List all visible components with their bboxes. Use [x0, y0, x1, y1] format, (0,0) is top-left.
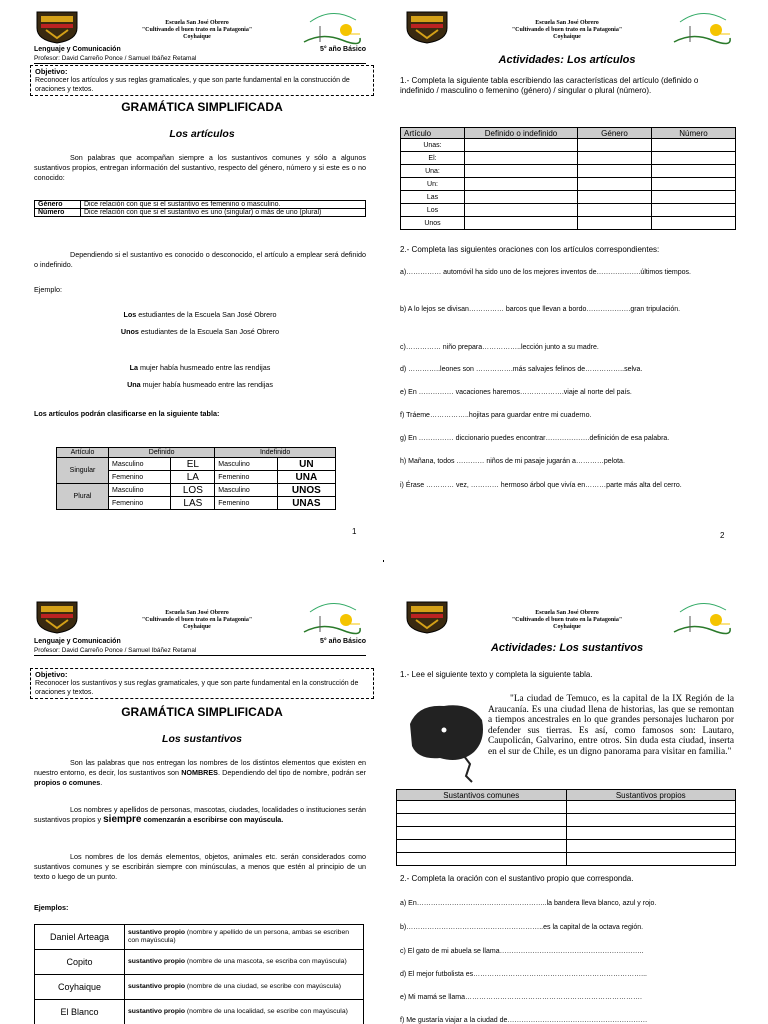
row-label: Las — [401, 191, 465, 204]
answer-cell[interactable] — [397, 827, 567, 840]
example-word: Copito — [35, 950, 125, 975]
objective-box — [30, 65, 374, 96]
header-genero: Género — [578, 128, 652, 139]
article-bold: Una — [127, 380, 141, 389]
answer-cell[interactable] — [465, 178, 578, 191]
activity-title: Actividades: Los sustantivos — [490, 642, 644, 654]
example-desc — [125, 975, 364, 1000]
subject: Lenguaje y Comunicación — [34, 638, 121, 645]
sustantivos-table — [396, 789, 736, 866]
example-unos — [34, 326, 366, 337]
example-word: El Blanco — [35, 1000, 125, 1024]
table-row — [401, 152, 736, 165]
objective-box — [30, 668, 374, 699]
answer-cell[interactable] — [566, 853, 736, 866]
emphasis: propios o comunes — [34, 778, 101, 787]
activity-title: Actividades: Los artículos — [498, 54, 636, 66]
paragraph-comunes: Los nombres de los demás elementos, objetos, animales etc. serán considerados como sustantivos comunes y se escribirán siempre con minúsculas, a menos que estén al principio de un texto o luego de un punto. — [34, 852, 366, 881]
cell-el: EL — [171, 458, 215, 471]
text: . — [100, 778, 103, 787]
answer-cell[interactable] — [465, 152, 578, 165]
example-word: Coyhaique — [35, 975, 125, 1000]
table-row — [401, 191, 736, 204]
subject: Lenguaje y Comunicación — [34, 46, 121, 53]
desc-numero: Dice relación con que si el sustantivo es uno (singular) o más de uno (plural) — [81, 209, 366, 217]
emphasis: NOMBRES — [181, 768, 218, 777]
sentence-e: e) Mi mamá se llama…………………………………………………………………. — [400, 994, 642, 1001]
page-articulos-teoria — [0, 0, 384, 560]
school-header — [30, 10, 364, 46]
page-sustantivos-teoria — [0, 590, 384, 1024]
row-label: Unas: — [401, 139, 465, 152]
cell-unos: UNOS — [277, 484, 335, 497]
definition-table — [34, 200, 366, 217]
cell-fem: Femenino — [215, 471, 277, 484]
sentence-d: d) El mejor futbolista es………………………………………………………………... — [400, 971, 647, 978]
row-label: El: — [401, 152, 465, 165]
table-row — [401, 165, 736, 178]
note: (nombre de una localidad, se escribe con mayúscula) — [185, 1008, 348, 1015]
table-row — [397, 840, 736, 853]
kind: sustantivo propio — [128, 983, 186, 990]
sun-landscape-icon — [302, 598, 362, 640]
row-label: Un: — [401, 178, 465, 191]
text: Los nombres y apellidos de personas, mascotas, ciudades, localidades o instituciones serán sustantivos propios y — [34, 805, 366, 824]
example-text: mujer había husmeado entre las rendijas — [138, 363, 271, 372]
school-name: Escuela San José Obrero — [535, 610, 599, 616]
answer-cell[interactable] — [652, 217, 736, 230]
header-definido: Definido — [109, 448, 215, 458]
answer-cell[interactable] — [652, 191, 736, 204]
subject-line — [34, 638, 366, 645]
header-definido: Definido o indefinido — [465, 128, 578, 139]
header-propios: Sustantivos propios — [566, 790, 736, 801]
row-plural: Plural — [57, 484, 109, 510]
header-comunes: Sustantivos comunes — [397, 790, 567, 801]
example-label: Ejemplo: — [34, 285, 62, 294]
page-articulos-actividades — [384, 0, 768, 560]
example-los — [34, 309, 366, 320]
kind: sustantivo propio — [128, 958, 186, 965]
page-subtitle: Los sustantivos — [162, 733, 242, 745]
school-city: Coyhaique — [183, 34, 211, 40]
sentence-b: b) A lo lejos se divisan…………… barcos que llevan a bordo……………….gran tripulación. — [400, 306, 681, 313]
table-row — [35, 209, 366, 217]
paragraph-nombres — [34, 758, 366, 788]
table-row — [35, 925, 364, 950]
answer-cell[interactable] — [578, 139, 652, 152]
sentence-d: d) …………..leones son …………….más salvajes felinos de……………..selva. — [400, 366, 643, 373]
answer-cell[interactable] — [397, 814, 567, 827]
school-motto: "Cultivando el buen trato en la Patagonia" — [141, 27, 253, 33]
answer-cell[interactable] — [566, 827, 736, 840]
example-text: estudiantes de la Escuela San José Obrero — [136, 310, 277, 319]
examples-label: Ejemplos: — [34, 903, 69, 912]
answer-cell[interactable] — [465, 217, 578, 230]
sun-landscape-icon — [672, 8, 732, 50]
answer-cell[interactable] — [465, 204, 578, 217]
region-map-icon — [404, 694, 488, 784]
school-motto: "Cultivando el buen trato en la Patagonia" — [141, 617, 253, 623]
grade: 5° año Básico — [320, 46, 366, 53]
answer-cell[interactable] — [578, 152, 652, 165]
sun-landscape-icon — [672, 598, 732, 640]
objective-text: Reconocer los artículos y sus reglas gramaticales, y que son parte fundamental en la construcción de oraciones y textos. — [35, 77, 350, 93]
question-2: 2.- Completa la oración con el sustantivo propio que corresponda. — [400, 874, 634, 883]
cell-un: UN — [277, 458, 335, 471]
question-1: 1.- Completa la siguiente tabla escribiendo las características del artículo (definido o indefinido / masculino o femenino (género) / singular o plural (número). — [400, 76, 699, 95]
article-bold: Unos — [120, 327, 139, 336]
row-label: Una: — [401, 165, 465, 178]
sentence-f: f) Tráeme……………..hojitas para guardar entre mi cuaderno. — [400, 412, 592, 419]
table-row — [397, 790, 736, 801]
header-numero: Número — [652, 128, 736, 139]
cell-fem: Femenino — [215, 497, 277, 510]
emphasis: siempre — [103, 814, 142, 825]
cell-las: LAS — [171, 497, 215, 510]
text: Son las palabras que nos entregan los nombres de los distintos elementos que existen en nuestro entorno, es decir, los sustantivos son — [34, 758, 366, 777]
answer-cell[interactable] — [578, 165, 652, 178]
answer-cell[interactable] — [652, 165, 736, 178]
note: (nombre y apellido de un persona, ambas se escriben con mayúscula) — [128, 929, 350, 944]
sentence-g: g) En …………… diccionario puedes encontrar……………….definición de esa palabra. — [400, 435, 670, 442]
page-title: GRAMÁTICA SIMPLIFICADA — [121, 705, 283, 719]
example-desc — [125, 950, 364, 975]
answer-cell[interactable] — [578, 191, 652, 204]
classify-text: Los artículos podrán clasificarse en la siguiente tabla: — [34, 409, 220, 418]
objective-text: Reconocer los sustantivos y sus reglas gramaticales, y que son parte fundamental en la construcción de oraciones y textos. — [35, 680, 359, 696]
page-subtitle: Los artículos — [169, 128, 235, 140]
table-row — [57, 484, 336, 497]
objective-label: Objetivo: — [35, 670, 68, 679]
table-row — [35, 975, 364, 1000]
grade: 5° año Básico — [320, 638, 366, 645]
cell-masc: Masculino — [215, 458, 277, 471]
sentence-b: b)…………………………………………………..es la capital de la octava región. — [400, 924, 644, 931]
answer-cell[interactable] — [652, 139, 736, 152]
emphasis: comenzarán a escribirse con mayúscula. — [141, 815, 284, 824]
school-name: Escuela San José Obrero — [165, 20, 229, 26]
answer-cell[interactable] — [566, 801, 736, 814]
example-desc — [125, 925, 364, 950]
article-bold: Los — [123, 310, 137, 319]
row-label: Los — [401, 204, 465, 217]
term-genero: Género — [35, 201, 81, 209]
page-title: GRAMÁTICA SIMPLIFICADA — [121, 100, 283, 114]
articles-activity-table — [400, 127, 736, 230]
note: (nombre de una ciudad, se escribe con mayúscula) — [185, 983, 342, 990]
page-sustantivos-actividades — [384, 590, 768, 1024]
table-row — [397, 801, 736, 814]
example-text: mujer había husmeado entre las rendijas — [140, 380, 273, 389]
school-header — [400, 600, 734, 636]
sentence-a: a) En………………………………………………..la bandera lleva blanco, azul y rojo. — [400, 900, 657, 907]
sentence-a: a)…………… automóvil ha sido uno de los mejores inventos de……………….últimos tiempos. — [400, 269, 691, 276]
example-word: Daniel Arteaga — [35, 925, 125, 950]
answer-cell[interactable] — [652, 204, 736, 217]
school-city: Coyhaique — [553, 624, 581, 630]
school-name: Escuela San José Obrero — [535, 20, 599, 26]
reading-quote: "La ciudad de Temuco, es la capital de la IX Región de la Araucanía. Es una ciudad llena de historias, las que se remontan a tiempos ancestrales en lo que grandes personajes lucharon por defender sus tierras. Es así, como famosos son: Lautaro, Caupolicán, Galvarino, entre otros. Sin duda esta ciudad, inserta en el sur de Chile, es un digno panorama para visitar en familia." — [488, 694, 734, 757]
page-number: 1 — [352, 527, 357, 536]
paragraph-definido: Dependiendo si el sustantivo es conocido o desconocido, el artículo a emplear será definido o indefinido. — [34, 250, 366, 269]
answer-cell[interactable] — [465, 139, 578, 152]
subject-line — [34, 46, 366, 53]
table-row — [57, 458, 336, 471]
table-row — [401, 139, 736, 152]
cell-unas: UNAS — [277, 497, 335, 510]
table-row — [401, 128, 736, 139]
table-row — [401, 217, 736, 230]
cell-los: LOS — [171, 484, 215, 497]
articles-table — [56, 447, 336, 510]
table-row — [397, 827, 736, 840]
example-text: estudiantes de la Escuela San José Obrero — [138, 327, 280, 336]
table-row — [397, 853, 736, 866]
term-numero: Número — [35, 209, 81, 217]
cell-la: LA — [171, 471, 215, 484]
answer-cell[interactable] — [652, 178, 736, 191]
school-header — [30, 600, 364, 636]
examples-table — [34, 924, 364, 1024]
paragraph-propios — [34, 805, 366, 825]
row-label: Unos — [401, 217, 465, 230]
table-row — [401, 204, 736, 217]
sentence-c: c)…………… niño prepara……………..lección junto a su madre. — [400, 344, 599, 351]
cell-una: UNA — [277, 471, 335, 484]
cell-masc: Masculino — [215, 484, 277, 497]
sun-landscape-icon — [302, 8, 362, 50]
page-number: 2 — [720, 531, 725, 540]
answer-cell[interactable] — [578, 204, 652, 217]
answer-cell[interactable] — [578, 217, 652, 230]
desc-genero: Dice relación con que si el sustantivo es femenino o masculino. — [81, 201, 366, 209]
school-city: Coyhaique — [183, 624, 211, 630]
table-row — [35, 201, 366, 209]
header-articulo: Artículo — [401, 128, 465, 139]
cell-masc: Masculino — [109, 484, 171, 497]
school-motto: "Cultivando el buen trato en la Patagonia" — [511, 617, 623, 623]
answer-cell[interactable] — [465, 165, 578, 178]
header-indefinido: Indefinido — [215, 448, 336, 458]
answer-cell[interactable] — [652, 152, 736, 165]
table-row — [35, 1000, 364, 1024]
school-header — [400, 10, 734, 46]
sentence-c: c) El gato de mi abuela se llama…………………………………………………….. — [400, 948, 644, 955]
text: . Dependiendo del tipo de nombre, podrán ser — [217, 768, 366, 777]
kind: sustantivo propio — [128, 929, 186, 936]
intro-paragraph: Son palabras que acompañan siempre a los sustantivos comunes y sólo a algunos sustantivos propios, entregan información del sustantivo, respecto del género, número y si este es o no conocido: — [34, 153, 366, 182]
answer-cell[interactable] — [397, 853, 567, 866]
answer-cell[interactable] — [465, 191, 578, 204]
objective-label: Objetivo: — [35, 67, 68, 76]
question-1: 1.- Lee el siguiente texto y completa la siguiente tabla. — [400, 670, 593, 679]
row-singular: Singular — [57, 458, 109, 484]
professors: Profesor: David Carreño Ponce / Samuel Ibáñez Retamal — [34, 647, 366, 656]
school-motto: "Cultivando el buen trato en la Patagonia" — [511, 27, 623, 33]
professors: Profesor: David Carreño Ponce / Samuel Ibáñez Retamal — [34, 55, 366, 64]
cell-fem: Femenino — [109, 471, 171, 484]
example-la — [34, 362, 366, 373]
sentence-i: i) Érase ………… vez, ………… hermoso árbol que vivía en………parte más alta del cerro. — [400, 482, 682, 489]
cell-masc: Masculino — [109, 458, 171, 471]
article-bold: La — [129, 363, 139, 372]
sentence-f: f) Me gustaría viajar a la ciudad de…………………………………………………… — [400, 1017, 648, 1024]
school-name: Escuela San José Obrero — [165, 610, 229, 616]
answer-cell[interactable] — [578, 178, 652, 191]
question-2: 2.- Completa las siguientes oraciones con los artículos correspondientes: — [400, 245, 660, 254]
table-row — [57, 448, 336, 458]
table-row — [397, 814, 736, 827]
answer-cell[interactable] — [566, 840, 736, 853]
answer-cell[interactable] — [397, 801, 567, 814]
cell-fem: Femenino — [109, 497, 171, 510]
table-row — [35, 950, 364, 975]
sentence-e: e) En …………… vacaciones haremos……………….viaje al norte del país. — [400, 389, 632, 396]
sentence-h: h) Mañana, todos ………… niños de mi pasaje jugarán a…………pelota. — [400, 458, 625, 465]
note: (nombre de una mascota, se escriba con mayúscula) — [185, 958, 347, 965]
table-row — [401, 178, 736, 191]
answer-cell[interactable] — [566, 814, 736, 827]
example-una — [34, 379, 366, 390]
answer-cell[interactable] — [397, 840, 567, 853]
kind: sustantivo propio — [128, 1008, 186, 1015]
header-articulo: Artículo — [57, 448, 109, 458]
school-city: Coyhaique — [553, 34, 581, 40]
example-desc — [125, 1000, 364, 1024]
